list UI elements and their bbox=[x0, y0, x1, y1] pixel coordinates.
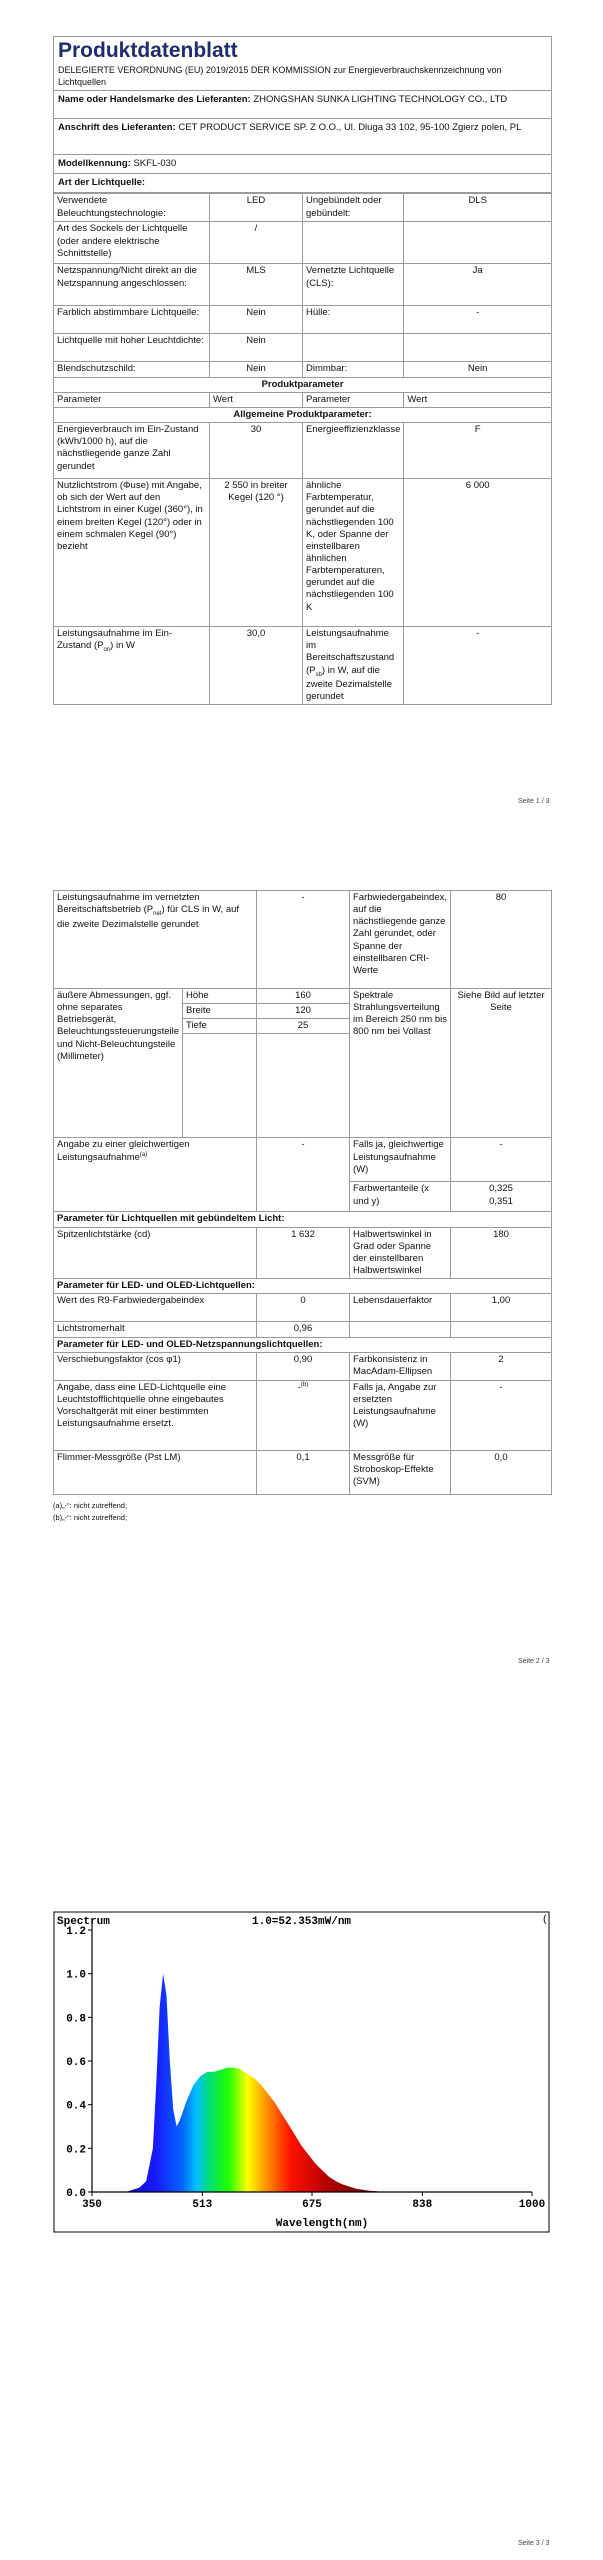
cell bbox=[350, 1322, 451, 1337]
chart-edge-mark: ( bbox=[542, 1915, 549, 1926]
y-tick-label: 0.6 bbox=[66, 2057, 86, 2069]
table-row bbox=[54, 1294, 552, 1322]
cell: Farbwiedergabeindex, auf die nächstliegende ganze Zahl gerundet, oder Spanne der einstellbaren CRI-Werte bbox=[350, 891, 451, 989]
cell: 1 632 bbox=[257, 1227, 350, 1279]
model-label: Modellkennung: bbox=[58, 158, 131, 170]
cell: ähnliche Farbtemperatur, gerundet auf die nächstliegenden 100 K, oder Spanne der einstellbaren ähnlichen Farbtemperaturen, gerundet auf die nächstliegenden 100 K bbox=[303, 479, 404, 627]
cell: Nutzlichtstrom (Φuse) mit Angabe, ob sich der Wert auf den Lichtstrom in einer Kugel (360°), in einem breiten Kegel (120°) oder in einem schmalen Kegel (90°) bezieht bbox=[54, 479, 210, 627]
cell: Nein bbox=[210, 334, 303, 362]
general-parameters-heading: Allgemeine Produktparameter: bbox=[54, 407, 552, 422]
cell: Farbkonsistenz in MacAdam-Ellipsen bbox=[350, 1352, 451, 1380]
table-row bbox=[54, 334, 552, 362]
cell: 2 550 in breiter Kegel (120 °) bbox=[210, 479, 303, 627]
x-tick-label: 838 bbox=[412, 2199, 433, 2211]
y-tick-label: 1.0 bbox=[66, 1969, 86, 1982]
table-header-row bbox=[54, 392, 552, 407]
cell: Energieverbrauch im Ein-Zustand (kWh/1000 h), auf die nächstliegende ganze Zahl gerundet bbox=[54, 423, 210, 479]
cell: Nein bbox=[210, 362, 303, 377]
table-row bbox=[54, 194, 552, 222]
cell: Energieeffizienzklasse bbox=[303, 423, 404, 479]
cell bbox=[451, 1322, 552, 1337]
cell bbox=[54, 891, 257, 989]
address-label: Anschrift des Lieferanten: bbox=[58, 122, 176, 134]
value: 0,325 bbox=[489, 1183, 513, 1195]
text: ) in W bbox=[110, 640, 135, 652]
spectrum-chart bbox=[52, 1900, 552, 2240]
table-row bbox=[54, 1322, 552, 1337]
cell: DLS bbox=[404, 194, 552, 222]
supplier-value: ZHONGSHAN SUNKA LIGHTING TECHNOLOGY CO., LTD bbox=[253, 94, 508, 106]
text: ) für CLS in W, auf die zweite Dezimalstelle gerundet bbox=[57, 904, 240, 930]
x-tick-label: 513 bbox=[192, 2199, 213, 2211]
table-row bbox=[54, 1227, 552, 1279]
cell: Halbwertswinkel in Grad oder Spanne der einstellbaren Halbwertswinkel bbox=[350, 1227, 451, 1279]
table-row bbox=[54, 627, 552, 705]
cell: Verwendete Beleuchtungstechnologie: bbox=[54, 194, 210, 222]
x-axis-label: Wavelength(nm) bbox=[275, 2218, 369, 2230]
spectrum-area bbox=[112, 1974, 383, 2192]
y-tick-label: 1.2 bbox=[66, 1926, 86, 1938]
cell bbox=[451, 1182, 552, 1212]
page-title: Produktdatenblatt bbox=[58, 39, 238, 62]
cell: 30,0 bbox=[210, 627, 303, 705]
cell: 80 bbox=[451, 891, 552, 989]
cell: Spektrale Strahlungsverteilung im Bereich 250 nm bis 800 nm bei Vollast bbox=[350, 989, 451, 1138]
cell bbox=[404, 334, 552, 362]
cell bbox=[303, 334, 404, 362]
product-parameters-heading: Produktparameter bbox=[54, 377, 552, 392]
table-row bbox=[54, 1450, 552, 1494]
value: - bbox=[297, 1381, 301, 1393]
cell: - bbox=[451, 1138, 552, 1182]
cell: - bbox=[404, 306, 552, 334]
address-value: CET PRODUCT SERVICE SP. Z O.O., Ul. Dluga 33 102, 95-100 Zgierz polen, PL bbox=[178, 122, 522, 134]
y-tick-label: 0.4 bbox=[66, 2100, 86, 2113]
parameter-table-2 bbox=[53, 890, 552, 1495]
cell: - bbox=[257, 891, 350, 989]
text: Leistungsaufnahme im Ein-Zustand (P bbox=[57, 628, 173, 652]
cell: Nein bbox=[210, 306, 303, 334]
table-row bbox=[54, 423, 552, 479]
cell: 0,1 bbox=[257, 1450, 350, 1494]
datasheet-page-1 bbox=[53, 36, 552, 705]
cell: 0,90 bbox=[257, 1352, 350, 1380]
y-tick-label: 0.8 bbox=[66, 2013, 86, 2026]
value: 0,351 bbox=[489, 1195, 513, 1207]
cell: MLS bbox=[210, 264, 303, 306]
cell: 0 bbox=[257, 1294, 350, 1322]
table-row bbox=[54, 891, 552, 989]
chart-title: Spectrum bbox=[57, 1916, 110, 1928]
cell bbox=[54, 1138, 257, 1212]
led-heading: Parameter für LED- und OLED-Lichtquellen: bbox=[54, 1279, 552, 1294]
cell: 0,0 bbox=[451, 1450, 552, 1494]
cell: 160 bbox=[257, 989, 350, 1004]
page-number: Seite 3 / 3 bbox=[518, 2540, 550, 2547]
cell: Farblich abstimmbare Lichtquelle: bbox=[54, 306, 210, 334]
page-2 bbox=[0, 880, 603, 1700]
cell: Art des Sockels der Lichtquelle (oder andere elektrische Schnittstelle) bbox=[54, 222, 210, 264]
plot-area bbox=[66, 1924, 545, 2211]
cell: 180 bbox=[451, 1227, 552, 1279]
cell: Dimmbar: bbox=[303, 362, 404, 377]
mains-heading: Parameter für LED- und OLED-Netzspannungslichtquellen: bbox=[54, 1337, 552, 1352]
text: Leistungsaufnahme im Bereitschaftszustand (P bbox=[306, 628, 395, 676]
cell: 2 bbox=[451, 1352, 552, 1380]
cell: - bbox=[451, 1380, 552, 1450]
cell: 120 bbox=[257, 1004, 350, 1019]
cell: Lichtstromerhalt bbox=[54, 1322, 257, 1337]
cell bbox=[257, 1380, 350, 1450]
cell: 0,96 bbox=[257, 1322, 350, 1337]
cell: - bbox=[257, 1138, 350, 1212]
cell: Siehe Bild auf letzter Seite bbox=[451, 989, 552, 1138]
subscript: on bbox=[103, 647, 111, 654]
cell bbox=[303, 627, 404, 705]
regulation-text: DELEGIERTE VERORDNUNG (EU) 2019/2015 DER KOMMISSION zur Energieverbrauchskennzeichnung von Lichtquellen bbox=[58, 65, 502, 87]
x-tick-label: 350 bbox=[82, 2199, 102, 2211]
cell: Blendschutzschild: bbox=[54, 362, 210, 377]
footnote: (a)„-“: nicht zutreffend; bbox=[53, 1500, 128, 1510]
cell: Vernetzte Lichtquelle (CLS): bbox=[303, 264, 404, 306]
cell: Farbwertanteile (x und y) bbox=[350, 1182, 451, 1212]
page-3 bbox=[0, 1740, 603, 2560]
text: ) in W, auf die zweite Dezimalstelle gerundet bbox=[306, 664, 393, 703]
datasheet-page-2 bbox=[53, 890, 552, 1524]
cell: Nein bbox=[404, 362, 552, 377]
cell: Lichtquelle mit hoher Leuchtdichte: bbox=[54, 334, 210, 362]
superscript: (a) bbox=[139, 1151, 148, 1158]
cell bbox=[404, 222, 552, 264]
directional-heading: Parameter für Lichtquellen mit gebündeltem Licht: bbox=[54, 1212, 552, 1227]
y-tick-label: 0.0 bbox=[66, 2188, 86, 2200]
cell: - bbox=[404, 627, 552, 705]
cell: 6 000 bbox=[404, 479, 552, 627]
subscript: net bbox=[153, 911, 162, 918]
cell: Hülle: bbox=[303, 306, 404, 334]
cell: Falls ja, Angabe zur ersetzten Leistungsaufnahme (W) bbox=[350, 1380, 451, 1450]
superscript: (b) bbox=[300, 1381, 309, 1388]
x-tick-label: 1000 bbox=[518, 2199, 546, 2211]
cell: Lebensdauerfaktor bbox=[350, 1294, 451, 1322]
column-header: Wert bbox=[210, 392, 303, 407]
cell: LED bbox=[210, 194, 303, 222]
table-row bbox=[54, 989, 552, 1004]
cell: Angabe, dass eine LED-Lichtquelle eine Leuchtstofflichtquelle ohne eingebautes Vorschaltgerät mit einer bestimmten Leistungsaufnahme ersetzt. bbox=[54, 1380, 257, 1450]
footnotes bbox=[53, 1500, 552, 1524]
model-value: SKFL-030 bbox=[133, 158, 177, 170]
subscript: sb bbox=[315, 671, 322, 678]
cell: Wert des R9-Farbwiedergabeindex bbox=[54, 1294, 257, 1322]
table-row bbox=[54, 479, 552, 627]
cell: Ja bbox=[404, 264, 552, 306]
cell bbox=[54, 627, 210, 705]
cell: Tiefe bbox=[183, 1019, 257, 1034]
cell bbox=[303, 222, 404, 264]
table-row bbox=[54, 1138, 552, 1182]
cell: Spitzenlichtstärke (cd) bbox=[54, 1227, 257, 1279]
cell: Netzspannung/Nicht direkt an die Netzspannung angeschlossen: bbox=[54, 264, 210, 306]
cell: Verschiebungsfaktor (cos φ1) bbox=[54, 1352, 257, 1380]
supplier-label: Name oder Handelsmarke des Lieferanten: bbox=[58, 94, 251, 106]
page-1 bbox=[0, 0, 603, 820]
table-row bbox=[54, 264, 552, 306]
table-row bbox=[54, 1380, 552, 1450]
cell: Ungebündelt oder gebündelt: bbox=[303, 194, 404, 222]
type-table bbox=[53, 193, 552, 705]
y-tick-label: 0.2 bbox=[66, 2144, 86, 2157]
table-row bbox=[54, 362, 552, 377]
table-row bbox=[54, 306, 552, 334]
chart-annotation: 1.0=52.353mW/nm bbox=[252, 1916, 352, 1928]
page-number: Seite 2 / 3 bbox=[518, 1658, 550, 1665]
column-header: Parameter bbox=[303, 392, 404, 407]
text: Leistungsaufnahme im vernetzten Bereitschaftsbetrieb (P bbox=[57, 892, 200, 916]
table-row bbox=[54, 1352, 552, 1380]
footnote: (b)„-“: nicht zutreffend; bbox=[53, 1512, 128, 1522]
cell: F bbox=[404, 423, 552, 479]
page-number: Seite 1 / 3 bbox=[518, 798, 550, 805]
cell: / bbox=[210, 222, 303, 264]
column-header: Parameter bbox=[54, 392, 210, 407]
cell: äußere Abmessungen, ggf. ohne separates Betriebsgerät, Beleuchtungssteuerungsteile und Nicht-Beleuchtungsteile (Millimeter) bbox=[54, 989, 183, 1138]
text: Angabe zu einer gleichwertigen Leistungsaufnahme bbox=[57, 1139, 190, 1163]
type-heading: Art der Lichtquelle: bbox=[54, 174, 552, 193]
cell: 25 bbox=[257, 1019, 350, 1034]
cell bbox=[183, 1034, 257, 1138]
x-tick-label: 675 bbox=[302, 2199, 322, 2211]
cell: Breite bbox=[183, 1004, 257, 1019]
cell: Falls ja, gleichwertige Leistungsaufnahme (W) bbox=[350, 1138, 451, 1182]
cell: Flimmer-Messgröße (Pst LM) bbox=[54, 1450, 257, 1494]
cell: Höhe bbox=[183, 989, 257, 1004]
cell bbox=[257, 1034, 350, 1138]
supplier-table bbox=[53, 90, 552, 193]
table-row bbox=[54, 222, 552, 264]
column-header: Wert bbox=[404, 392, 552, 407]
cell: Messgröße für Stroboskop-Effekte (SVM) bbox=[350, 1450, 451, 1494]
header-block bbox=[53, 36, 552, 90]
cell: 30 bbox=[210, 423, 303, 479]
cell: 1,00 bbox=[451, 1294, 552, 1322]
